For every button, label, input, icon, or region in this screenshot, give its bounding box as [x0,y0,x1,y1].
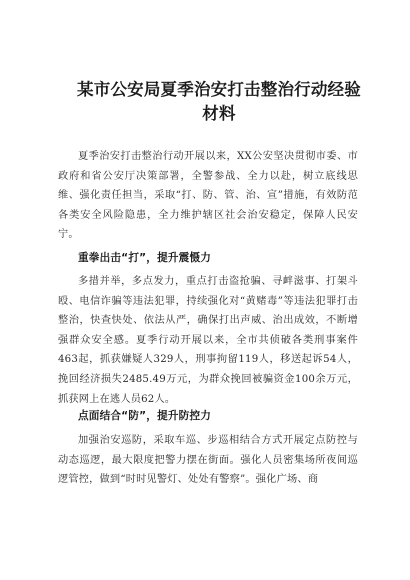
section-body-strike: 多措并举，多点发力，重点打击盗抢骗、寻衅滋事、打架斗殴、电信诈骗等违法犯罪，持续强化对“黄赌毒”等违法犯罪打击整治，快查快处、依法从严，确保打出声威、治出成效，不断增强群众安全感。夏季行动开展以来，全市共侦破各类刑事案件463起，抓获嫌疑人329人，刑事拘留119人，移送起诉54人，挽回经济损失2485.49万元，为群众挽回被骗资金100余万元，抓获网上在逃人员62人。 [58,276,358,405]
section-body-prevent: 加强治安巡防，采取车巡、步巡相结合方式开展定点防控与动态巡逻，最大限度把警力摆在街面。强化人员密集场所夜间巡逻管控，做到“时时见警灯、处处有警察”。强化广场、商 [58,435,358,486]
intro-paragraph: 夏季治安打击整治行动开展以来，XX公安坚决贯彻市委、市政府和省公安厅决策部署，全警参战、全力以赴，树立底线思维、强化责任担当，采取“打、防、管、治、宣”措施，有效防范各类安全风险隐患，全力维护辖区社会治安稳定，保障人民安宁。 [58,151,358,241]
section-heading-prevent: 点面结合“防”，提升防控力 [78,410,212,422]
document-title: 某市公安局夏季治安打击整治行动经验材料 [77,80,361,123]
section-heading-strike: 重拳出击“打”，提升震慑力 [78,252,212,264]
